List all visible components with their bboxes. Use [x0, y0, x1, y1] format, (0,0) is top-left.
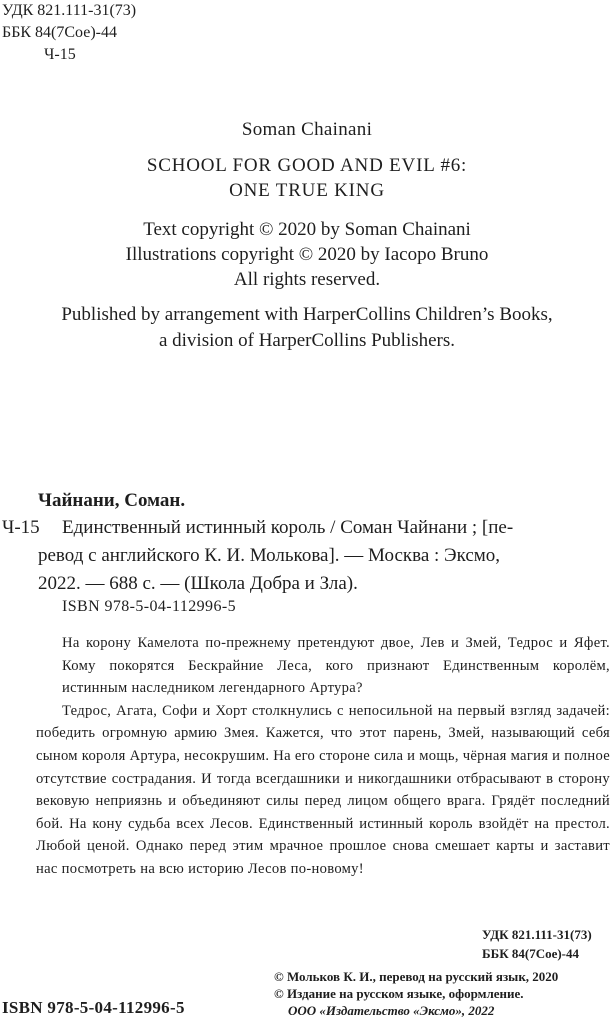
- bottom-classification-codes: [482, 925, 592, 963]
- text-copyright: Text copyright © 2020 by Soman Chainani: [143, 219, 471, 240]
- original-title: [0, 153, 614, 203]
- publication-line2: a division of HarperCollins Publishers.: [158, 330, 456, 351]
- udk-code: УДК 821.111-31(73): [2, 2, 137, 19]
- isbn-bottom: ISBN 978-5-04-112996-5: [2, 998, 185, 1017]
- bottom-udk: УДК 821.111-31(73): [482, 927, 592, 942]
- isbn-record: ISBN 978-5-04-112996-5: [62, 598, 236, 615]
- original-author: Soman Chainani: [241, 119, 373, 140]
- annotation-paragraph2: [36, 700, 610, 881]
- russian-copyright: [274, 968, 558, 1019]
- original-copyright: [0, 217, 614, 292]
- bibliographic-line3: 2022. — 688 с. — (Школа Добра и Зла).: [38, 573, 358, 594]
- top-classification-codes: [2, 0, 136, 66]
- bibliographic-description: [38, 514, 610, 598]
- publication-note: [0, 302, 614, 354]
- bottom-bbk: ББК 84(7Сое)-44: [482, 946, 580, 961]
- bibliographic-code: Ч-15: [2, 517, 40, 538]
- bibliographic-author-heading: Чайнани, Соман.: [38, 490, 186, 511]
- author-mark: Ч-15: [44, 46, 76, 63]
- bbk-code: ББК 84(7Сое)-44: [2, 24, 117, 41]
- annotation: [36, 632, 611, 881]
- annotation-paragraph1: На корону Камелота по-прежнему претендуют двое, Лев и Змей, Тедрос и Яфет. Кому покорятся Бескрайние Леса, кого признают Единственным королём, истинным наследником легендарного Артура?: [62, 635, 610, 697]
- bibliographic-line2: ревод с английского К. И. Молькова]. — Москва : Эксмо,: [38, 545, 501, 566]
- rights-reserved: All rights reserved.: [233, 269, 381, 290]
- bibliographic-line1: Единственный истинный король / Соман Чайнани ; [пе-: [62, 517, 514, 538]
- publication-line1: Published by arrangement with HarperCollins Children’s Books,: [61, 304, 553, 325]
- original-title-line1: SCHOOL FOR GOOD AND EVIL #6:: [146, 155, 468, 176]
- original-title-line2: ONE TRUE KING: [229, 180, 385, 201]
- publisher-copyright: ООО «Издательство «Эксмо», 2022: [288, 1003, 495, 1018]
- annotation-paragraph2-text: Тедрос, Агата, Софи и Хорт столкнулись с непосильной на первый взгляд задачей: победить огромную армию Змея. Кажется, что этот парень, Змей, называющий себя сыном короля Артура, несокрушим. На его стороне сила и мощь, чёрная магия и полное отсутствие сострадания. И тогда всегдашники и никогдашники отбрасывают в сторону вековую неприязнь и объединяют силы перед лицом общего врага. Грядёт последний бой. На кону судьба всех Лесов. Единственный истинный король взойдёт на престол. Любой ценой. Однако перед этим мрачное прошлое снова смешает карты и заставит нас посмотреть на всю историю Лесов по-новому!: [36, 702, 611, 877]
- edition-copyright: © Издание на русском языке, оформление.: [274, 986, 524, 1001]
- translation-copyright: © Мольков К. И., перевод на русский язык, 2020: [274, 969, 559, 984]
- illustrations-copyright: Illustrations copyright © 2020 by Iacopo Bruno: [125, 244, 489, 265]
